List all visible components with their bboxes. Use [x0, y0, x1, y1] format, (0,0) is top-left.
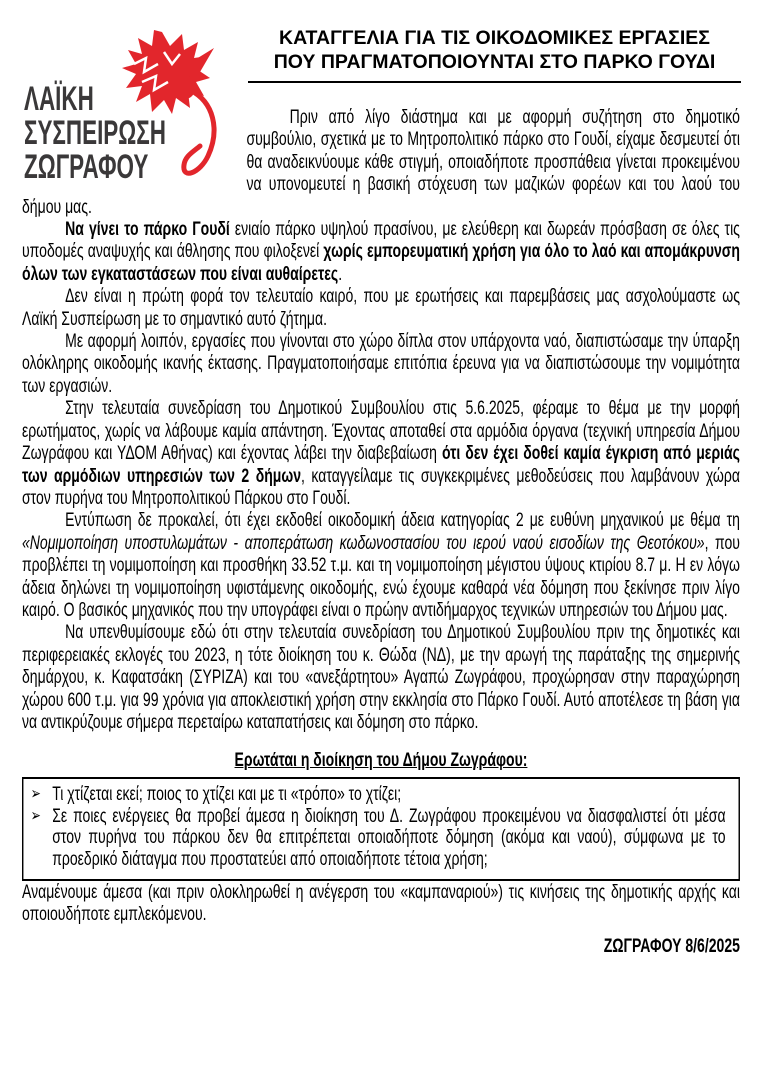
questions-box [22, 777, 740, 881]
paragraph-onsite-research: Με αφορμή λοιπόν, εργασίες που γίνονται στο χώρο δίπλα στον υπάρχοντα ναό, διαπιστώσαμε την ύπαρξη ολόκληρης οικοδομής ικανής έκτασης. Πραγματοποιήσαμε επιτόπια έρευνα για να διαπιστώσουμε την νομιμότητα των εργασιών. [22, 330, 740, 397]
document-title-line1: ΚΑΤΑΓΓΕΛΙΑ ΓΙΑ ΤΙΣ ΟΙΚΟΔΟΜΙΚΕΣ ΕΡΓΑΣΙΕΣ [278, 27, 711, 49]
paragraph-park-demand: Να γίνει το πάρκο Γουδί ενιαίο πάρκο υψηλού πρασίνου, με ελεύθερη και δωρεάν πρόσβαση σε όλες τις υποδομές αναψυχής και άθλησης που φιλοξενεί χωρίς εμπορευματική χρήση για όλο το λαό και απομάκρυνση όλων των εγκαταστάσεων που είναι αυθαίρετες. [22, 218, 740, 285]
paragraph-2023-concession: Να υπενθυμίσουμε εδώ ότι στην τελευταία συνεδρίαση του Δημοτικού Συμβουλίου πριν της δημοτικές και περιφερειακές εκλογές του 2023, η τότε διοίκηση του κ. Θώδα (ΝΔ), με την αρωγή της παράταξης της σημερινής δημάρχου, κ. Καφατσάκη (ΣΥΡΙΖΑ) και του «ανεξάρτητου» Αγαπώ Ζωγράφου, προχώρησαν στην παραχώρηση χώρου 600 τ.μ. για 99 χρόνια για αποκλειστική χρήση στην εκκλησία στο Πάρκο Γουδί. Αυτό αποτέλεσε τη βάση για να αντικρύζουμε σήμερα περεταίρω καταπατήσεις και δόμηση στο πάρκο. [22, 621, 740, 733]
question-text: Τι χτίζεται εκεί; ποιος το χτίζει και με τι «τρόπο» το χτίζει; [52, 782, 402, 805]
document-body [22, 80, 740, 957]
question-text: Σε ποιες ενέργειες θα προβεί άμεσα η διοίκηση του Δ. Ζωγράφου προκειμένου να διασφαλιστεί ότι μέσα στον πυρήνα του πάρκου δεν θα επιτρέπεται οποιαδήποτε δόμηση (ακόμα και ναού), σύμφωνα με το προεδρικό διάταγμα που προστατεύει από οποιαδήποτε τέτοια χρήση; [52, 804, 726, 871]
arrow-bullet-icon: ➢ [30, 783, 41, 804]
question-item [31, 784, 726, 806]
party-logo [22, 24, 237, 200]
party-name-line2: ΣΥΣΠΕΙΡΩΣΗ [24, 114, 166, 152]
document-title [248, 26, 741, 83]
party-name-line3: ΖΩΓΡΑΦΟΥ [24, 148, 149, 186]
paragraph-not-first-time: Δεν είναι η πρώτη φορά τον τελευταίο καιρό, που με ερωτήσεις και παρεμβάσεις μας ασχολούμαστε ως Λαϊκή Συσπείρωση με το σημαντικό αυτό ζήτημα. [22, 285, 740, 330]
questions-heading: Ερωτάται η διοίκηση του Δήμου Ζωγράφου: [234, 749, 528, 772]
party-name [24, 82, 166, 184]
document-title-line2: ΠΟΥ ΠΡΑΓΜΑΤΟΠΟΙΟΥΝΤΑΙ ΣΤΟ ΠΑΡΚΟ ΓΟΥΔΙ [273, 51, 716, 73]
paragraph-building-permit: Εντύπωση δε προκαλεί, ότι έχει εκδοθεί οικοδομική άδεια κατηγορίας 2 με ευθύνη μηχανικού με θέμα τη «Νομιμοποίηση υποστυλωμάτων - αποπεράτωση κωδωνοστασίου του ιερού ναού εισοδίων της Θεοτόκου», που προβλέπει τη νομιμοποίηση και προσθήκη 33.52 τ.μ. και τη νομιμοποίηση μέγιστου ύψους κτιρίου 8.7 μ. Η εν λόγω άδεια δηλώνει τη νομιμοποίηση υφιστάμενης οικοδομής, ενώ έχουμε καθαρά νέα δόμηση που ξεκίνησε πριν λίγο καιρό. Ο βασικός μηχανικός που την υπογράφει είναι ο πρώην αντιδήμαρχος τεχνικών υπηρεσιών του Δήμου μας. [22, 509, 740, 621]
party-name-line1: ΛΑΪΚΗ [24, 80, 94, 118]
question-item [31, 806, 726, 871]
arrow-bullet-icon: ➢ [30, 805, 41, 826]
closing-paragraph: Αναμένουμε άμεσα (και πριν ολοκληρωθεί η ανέγερση του «καμπαναριού») τις κινήσεις της δημοτικής αρχής και οποιουδήποτε εμπλεκόμενου. [22, 880, 740, 926]
date-signature: ΖΩΓΡΑΦΟΥ 8/6/2025 [603, 934, 740, 957]
paragraph-council-session: Στην τελευταία συνεδρίαση του Δημοτικού Συμβουλίου στις 5.6.2025, φέραμε το θέμα με την μορφή ερωτήματος, χωρίς να λάβουμε καμία απάντηση. Έχοντας αποταθεί στα αρμόδια όργανα (τεχνική υπηρεσία Δήμου Ζωγράφου και ΥΔΟΜ Αθήνας) και έχοντας λάβει την διαβεβαίωση ότι δεν έχει δοθεί καμία έγκριση από μεριάς των αρμόδιων υπηρεσιών των 2 δήμων, καταγγείλαμε τις συγκεκριμένες μεθοδεύσεις που λαμβάνουν χώρα στον πυρήνα του Μητροπολιτικού Πάρκου στο Γουδί. [22, 397, 740, 509]
paragraph-intro: Πριν από λίγο διάστημα και με αφορμή συζήτηση στο δημοτικό συμβούλιο, σχετικά με το Μητροπολιτικό πάρκο στο Γουδί, είχαμε δεσμευτεί ότι θα αναδεικνύουμε κάθε στιγμή, οποιαδήποτε προσπάθεια γίνεται προκειμένου να υπονομευτεί η βασική στόχευση των μαζικών φορέων και του λαού του δήμου μας. [22, 106, 740, 218]
